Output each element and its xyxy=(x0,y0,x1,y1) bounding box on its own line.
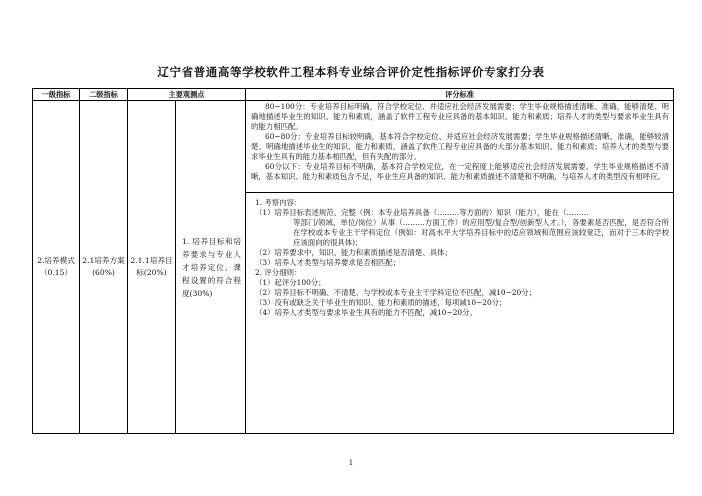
content-item-1-line2: 等部门/领域、单位/岗位）从事（………方面工作）的应用型/复合型/创新型人才。），各要素是否匹配，是否符合所在学校或本专业主干学科定位（例如：对高水平大学培养目标中的适应领域和范围应该较宽泛，而对于三本的学校应该面向的很具体)； xyxy=(293,218,670,247)
level1-cell: 2.培养模式（0.15） xyxy=(33,101,80,434)
criteria-cell xyxy=(246,101,674,434)
header-level1: 一级指标 xyxy=(33,89,80,101)
content-item-3: （3）培养人才类型与培养要求是否相匹配； xyxy=(255,258,401,267)
content-item-1-line1: （1）培养目标表述规范、完整（例：本专业培养具备（………等方面的）知识（能力），能在（……… xyxy=(255,208,589,217)
rule-2: （2）培养目标不明确、不清楚、与学校或本专业主干学科定位不匹配，减10~20分； xyxy=(255,288,537,297)
content-heading: 1. 考察内容： xyxy=(255,198,302,207)
rule-4: （4）培养人才类型与要求毕业生具有的能力不匹配，减10~20分。 xyxy=(255,308,477,317)
criteria-band-low: 60分以下：专业培养目标不明确，基本符合学校定位，在一定程度上能够适应社会经济发展需要。学生毕业规格描述不清晰，基本知识、能力和素质包含不足，毕业生应具备的知识、能力和素质描述不清楚和不明确，与培养人才的类型没有相呼应。 xyxy=(251,162,670,181)
observation-cell: 1. 培养目标和培养要求与专业人才培养定位、课程设置的符合程度(30%) xyxy=(176,101,246,434)
header-level2: 二级指标 xyxy=(80,89,128,101)
level2-cell: 2.1培养方案(60%) xyxy=(80,101,128,434)
rule-1: （1）起评分100分； xyxy=(255,278,326,287)
criteria-band-high: 80~100分：专业培养目标明确，符合学校定位、并适应社会经济发展需要；学生毕业规格描述清晰、准确，能够清楚、明确地描述毕业生的知识、能力和素质，涵盖了软件工程专业应具备的基本知识、能力和素质；培养人才的类型与要求毕业生具有的能力相匹配。 xyxy=(251,102,670,131)
rules-heading: 2. 评分细则： xyxy=(255,268,302,277)
table-row xyxy=(33,101,674,434)
evaluation-table xyxy=(32,88,674,434)
header-criteria: 评分标准 xyxy=(246,89,674,101)
page-number: 1 xyxy=(348,459,354,467)
page-title: 辽宁省普通高等学校软件工程本科专业综合评价定性指标评价专家打分表 xyxy=(157,65,545,79)
table-header-row xyxy=(33,89,674,101)
content-item-2: （2）培养要求中，知识、能力和素质描述是否清楚、具体； xyxy=(255,248,452,257)
criteria-band-mid: 60~80分：专业培养目标较明确，基本符合学校定位、并适应社会经济发展需要；学生毕业规格描述清晰、准确，能够较清楚、明确地描述毕业生的知识、能力和素质，涵盖了软件工程专业应具备的大部分基本知识、能力和素质；培养人才的类型与要求毕业生具有的能力基本相匹配，但有失配的部分。 xyxy=(251,132,670,161)
level3-cell: 2.1.1培养目标(20%) xyxy=(128,101,176,434)
rule-3: （3）没有或缺乏关于毕业生的知识、能力和素质的描述，每项减10~20分； xyxy=(255,298,507,307)
header-observation: 主要观测点 xyxy=(128,89,246,101)
